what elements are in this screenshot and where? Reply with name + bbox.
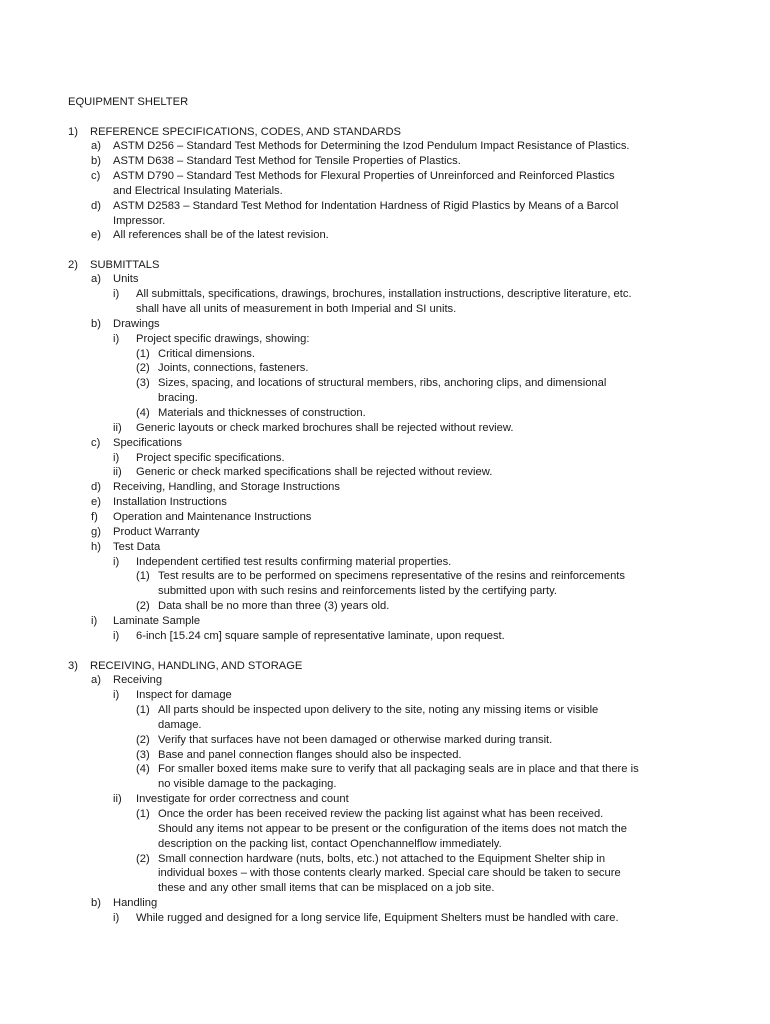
point-text: no visible damage to the packaging. (158, 778, 337, 791)
point-marker: (1) (136, 808, 150, 820)
point-marker: (1) (136, 347, 150, 360)
subitem-text: Investigate for order correctness and count (136, 793, 349, 806)
point-text: Once the order has been received review the packing list against what has been received. (158, 808, 604, 820)
point-marker: (4) (136, 763, 150, 776)
subitem-marker: i) (113, 451, 120, 464)
item-marker: i) (91, 614, 98, 627)
item-text: Installation Instructions (113, 496, 227, 509)
item-marker: b) (91, 317, 101, 330)
subitem-marker: i) (113, 911, 120, 924)
item-marker: c) (91, 170, 101, 183)
item-marker: e) (91, 496, 101, 509)
point-text: Small connection hardware (nuts, bolts, etc.) not attached to the Equipment Shelter ship in (158, 852, 606, 865)
point-marker: (1) (136, 570, 150, 583)
point-text: damage. (158, 718, 202, 731)
item-text: Impressor. (113, 214, 166, 227)
item-text: Specifications (113, 436, 183, 449)
point-text: Joints, connections, fasteners. (158, 362, 309, 375)
point-text: bracing. (158, 392, 198, 405)
point-marker: (2) (136, 733, 150, 746)
point-text: Should any items not appear to be present or the configuration of the items does not match the (158, 822, 627, 835)
item-text: ASTM D638 – Standard Test Method for Tensile Properties of Plastics. (113, 155, 461, 168)
subitem-text: 6-inch [15.24 cm] square sample of representative laminate, upon request. (136, 629, 505, 642)
point-marker: (1) (136, 704, 150, 717)
item-marker: b) (91, 155, 101, 168)
item-text: Operation and Maintenance Instructions (113, 510, 312, 523)
point-text: Data shall be no more than three (3) years old. (158, 600, 390, 613)
point-text: submitted upon with such resins and reinforcements listed by the certifying party. (158, 585, 558, 598)
item-text: Drawings (113, 317, 160, 330)
item-text: Handling (113, 897, 158, 910)
point-text: Sizes, spacing, and locations of structural members, ribs, anchoring clips, and dimensional (158, 377, 607, 390)
item-text: Receiving, Handling, and Storage Instructions (113, 481, 340, 494)
point-marker: (3) (136, 748, 150, 761)
point-text: these and any other small items that can be misplaced on a job site. (158, 882, 495, 895)
subitem-marker: i) (113, 288, 120, 301)
point-text: Base and panel connection flanges should also be inspected. (158, 748, 462, 761)
item-text: ASTM D790 – Standard Test Methods for Flexural Properties of Unreinforced and Reinforced Plastics (113, 170, 615, 183)
item-text: Laminate Sample (113, 614, 201, 627)
subitem-text: All submittals, specifications, drawings, brochures, installation instructions, descriptive literature, etc. (136, 288, 632, 301)
section-marker: 1) (68, 125, 78, 138)
point-text: description on the packing list, contact Openchannelflow immediately. (158, 837, 502, 850)
item-text: Units (113, 273, 139, 286)
item-marker: a) (91, 674, 101, 687)
section-text: REFERENCE SPECIFICATIONS, CODES, AND STANDARDS (90, 125, 402, 138)
subitem-marker: ii) (113, 466, 122, 479)
subitem-marker: i) (113, 332, 120, 345)
subitem-marker: ii) (113, 421, 122, 434)
point-marker: (2) (136, 362, 150, 375)
subitem-text: Project specific specifications. (136, 451, 285, 464)
document-title: EQUIPMENT SHELTER (68, 96, 189, 108)
item-text: ASTM D256 – Standard Test Methods for Determining the Izod Pendulum Impact Resistance of Plastics. (113, 140, 630, 153)
subitem-text: Inspect for damage (136, 689, 232, 702)
section-marker: 2) (68, 258, 78, 271)
subitem-marker: i) (113, 689, 120, 702)
subitem-marker: i) (113, 629, 120, 642)
item-marker: g) (91, 525, 101, 538)
item-marker: d) (91, 199, 101, 212)
section-text: SUBMITTALS (90, 258, 160, 271)
point-marker: (4) (136, 407, 150, 419)
item-marker: a) (91, 140, 101, 153)
point-text: Verify that surfaces have not been damaged or otherwise marked during transit. (158, 733, 553, 746)
subitem-text: While rugged and designed for a long service life, Equipment Shelters must be handled with care. (136, 911, 619, 924)
subitem-text: Independent certified test results confirming material properties. (136, 555, 452, 568)
point-text: individual boxes – with those contents clearly marked. Special care should be taken to secure (158, 867, 621, 880)
item-text: All references shall be of the latest revision. (113, 229, 329, 242)
point-text: Critical dimensions. (158, 347, 255, 360)
item-marker: a) (91, 273, 101, 286)
item-marker: b) (91, 897, 101, 910)
point-text: For smaller boxed items make sure to verify that all packaging seals are in place and that there is (158, 763, 639, 776)
subitem-text: Project specific drawings, showing: (136, 332, 310, 345)
item-text: and Electrical Insulating Materials. (113, 184, 283, 197)
section-marker: 3) (68, 659, 78, 672)
item-marker: h) (91, 540, 101, 553)
item-text: Test Data (113, 540, 161, 553)
item-text: Receiving (113, 674, 163, 687)
point-marker: (3) (136, 377, 150, 390)
subitem-marker: ii) (113, 793, 122, 806)
point-marker: (2) (136, 600, 150, 613)
item-text: Product Warranty (113, 525, 200, 538)
point-text: Test results are to be performed on specimens representative of the resins and reinforcements (158, 570, 626, 583)
item-marker: d) (91, 481, 101, 494)
subitem-marker: i) (113, 555, 120, 568)
point-marker: (2) (136, 852, 150, 865)
point-text: All parts should be inspected upon delivery to the site, noting any missing items or visible (158, 704, 599, 717)
section-text: RECEIVING, HANDLING, AND STORAGE (90, 659, 303, 672)
item-marker: c) (91, 436, 101, 449)
subitem-text: Generic or check marked specifications shall be rejected without review. (136, 466, 493, 479)
item-text: ASTM D2583 – Standard Test Method for Indentation Hardness of Rigid Plastics by Means of a Barcol (113, 199, 619, 212)
item-marker: f) (91, 510, 98, 523)
subitem-text: Generic layouts or check marked brochures shall be rejected without review. (136, 421, 514, 434)
point-text: Materials and thicknesses of construction. (158, 407, 366, 419)
item-marker: e) (91, 229, 101, 242)
subitem-text: shall have all units of measurement in both Imperial and SI units. (136, 303, 457, 316)
